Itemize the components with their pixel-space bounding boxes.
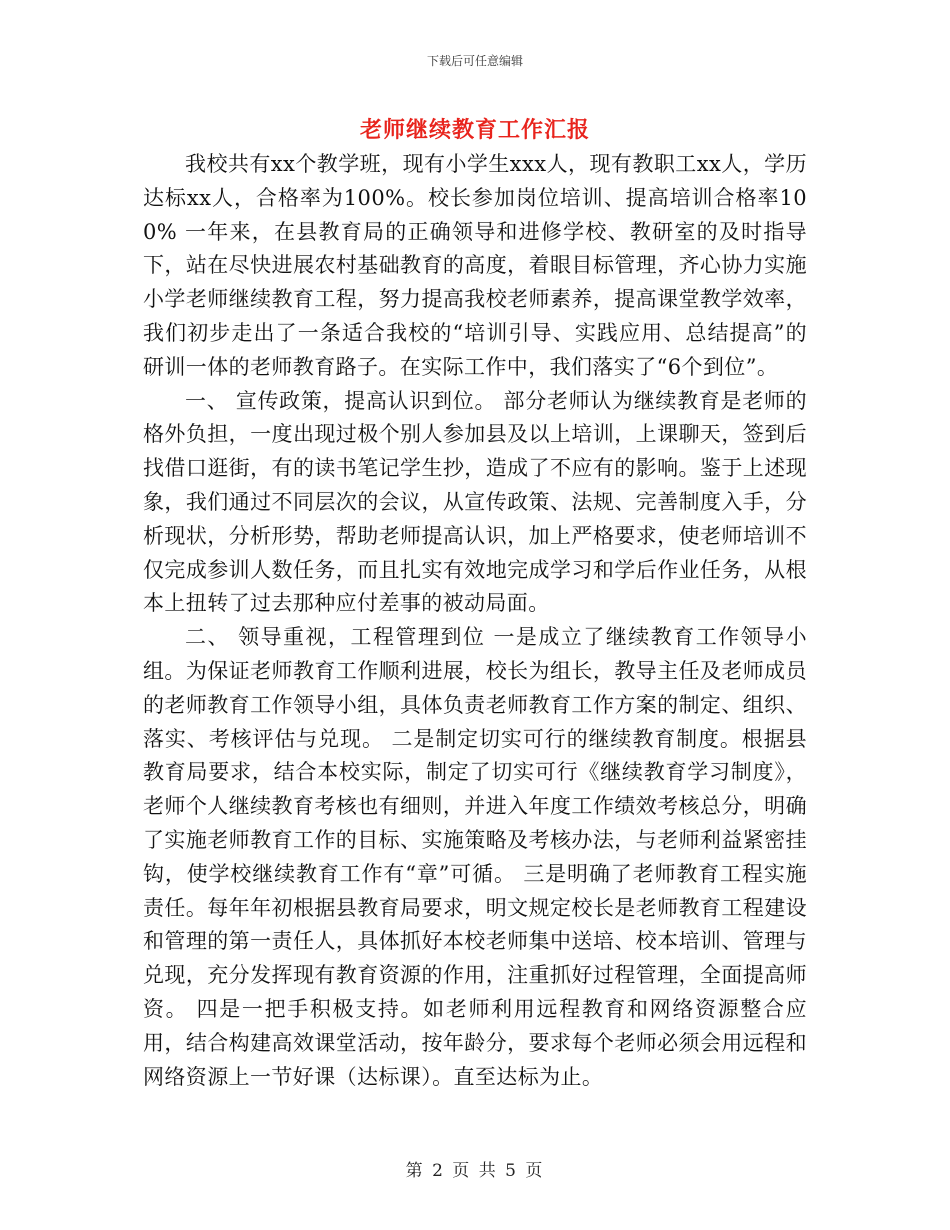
page-number-footer: 第 2 页 共 5 页 [405,1161,545,1181]
paragraph-section-2: 二、 领导重视，工程管理到位 一是成立了继续教育工作领导小组。为保证老师教育工作顺利进展，校长为组长，教导主任及老师成员的老师教育工作领导小组，具体负责老师教育工作方案的制定、组织、落实、考核评估与兑现。 二是制定切实可行的继续教育制度。根据县教育局要求，结合本校实际，制定了切实可行《继续教育学习制度》，老师个人继续教育考核也有细则，并进入年度工作绩效考核总分，明确了实施老师教育工作的目标、实施策略及考核办法，与老师利益紧密挂钩，使学校继续教育工作有“章”可循。 三是明确了老师教育工程实施责任。每年年初根据县教育局要求，明文规定校长是老师教育工程建设和管理的第一责任人，具体抓好本校老师集中送培、校本培训、管理与兑现，充分发挥现有教育资源的作用，注重抓好过程管理，全面提高师资。 四是一把手积极支持。如老师利用远程教育和网络资源整合应用，结合构建高效课堂活动，按年龄分，要求每个老师必须会用远程和网络资源上一节好课（达标课）。直至达标为止。 [143,625,807,1089]
document-body [143,148,807,1094]
paragraph-intro: 我校共有xx个教学班，现有小学生xxx人，现有教职工xx人，学历达标xx人，合格率为100%。校长参加岗位培训、提高培训合格率100% 一年来，在县教育局的正确领导和进修学校、教研室的及时指导下，站在尽快进展农村基础教育的高度，着眼目标管理，齐心协力实施小学老师继续教育工程，努力提高我校老师素养，提高课堂教学效率，我们初步走出了一条适合我校的“培训引导、实践应用、总结提高”的研训一体的老师教育路子。在实际工作中，我们落实了“6个到位”。 [143,152,807,379]
page-header-note: 下载后可任意编辑 [426,54,523,68]
paragraph-section-1: 一、 宣传政策，提高认识到位。 部分老师认为继续教育是老师的格外负担，一度出现过极个别人参加县及以上培训，上课聊天，签到后找借口逛街，有的读书笔记学生抄，造成了不应有的影响。鉴于上述现象，我们通过不同层次的会议，从宣传政策、法规、完善制度入手，分析现状，分析形势，帮助老师提高认识，加上严格要求，使老师培训不仅完成参训人数任务，而且扎实有效地完成学习和学后作业任务，从根本上扭转了过去那种应付差事的被动局面。 [143,388,807,616]
document-title: 老师继续教育工作汇报 [359,117,590,143]
